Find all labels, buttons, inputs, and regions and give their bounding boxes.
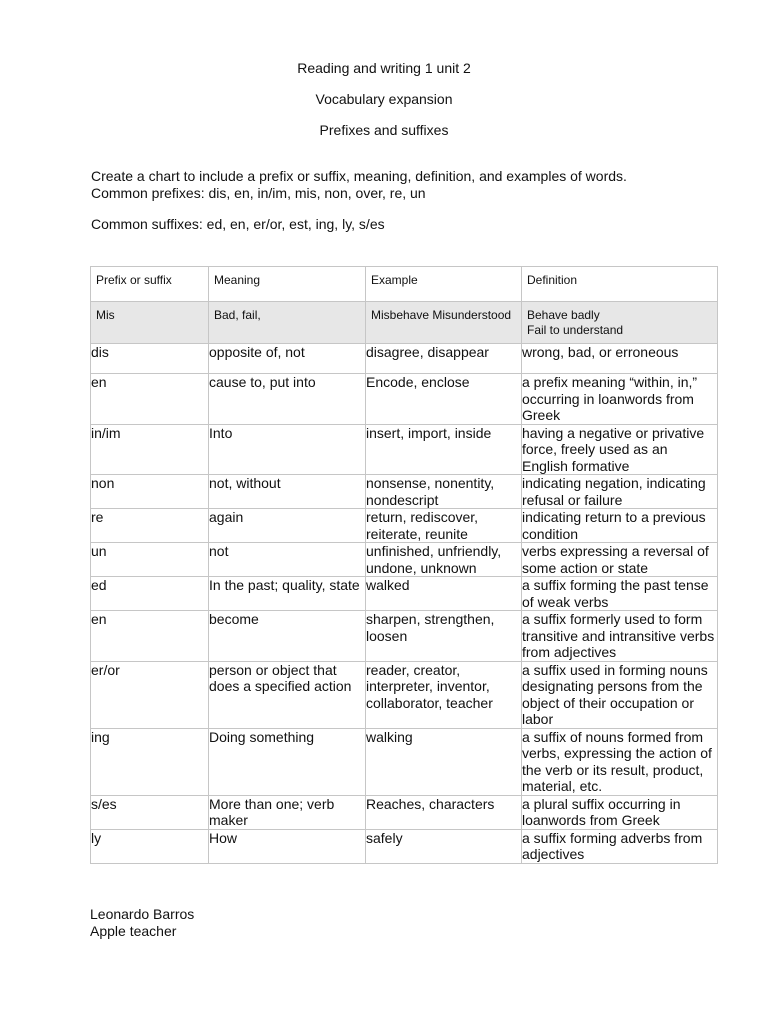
- cell-meaning: In the past; quality, state: [209, 577, 366, 611]
- author-role: Apple teacher: [90, 922, 177, 939]
- cell-meaning: How: [209, 829, 366, 863]
- table-row: [91, 611, 718, 662]
- instruction-text: Create a chart to include a prefix or suffix, meaning, definition, and examples of words.: [91, 168, 627, 184]
- cell-example: nonsense, nonentity, nondescript: [366, 475, 522, 509]
- cell-meaning: Doing something: [209, 728, 366, 795]
- table-row: [91, 829, 718, 863]
- cell-definition: wrong, bad, or erroneous: [522, 344, 718, 374]
- cell-definition: verbs expressing a reversal of some action or state: [522, 543, 718, 577]
- table-row: [91, 344, 718, 374]
- cell-definition: a suffix forming the past tense of weak verbs: [522, 577, 718, 611]
- cell-definition: indicating negation, indicating refusal or failure: [522, 475, 718, 509]
- table-row: [91, 374, 718, 425]
- cell-meaning: not: [209, 543, 366, 577]
- cell-affix: ed: [91, 577, 209, 611]
- cell-definition: a suffix used in forming nouns designating persons from the object of their occupation or labor: [522, 661, 718, 728]
- document-subtitle: Vocabulary expansion: [315, 91, 453, 107]
- document-topic: Prefixes and suffixes: [319, 122, 449, 138]
- cell-example: safely: [366, 829, 522, 863]
- cell-definition: [522, 302, 718, 344]
- cell-meaning: again: [209, 509, 366, 543]
- cell-meaning: opposite of, not: [209, 344, 366, 374]
- cell-affix: Mis: [91, 302, 209, 344]
- cell-example: disagree, disappear: [366, 344, 522, 374]
- affix-chart-table: [90, 266, 718, 864]
- cell-example: Encode, enclose: [366, 374, 522, 425]
- cell-definition: a suffix of nouns formed from verbs, expressing the action of the verb or its result, product, material, etc.: [522, 728, 718, 795]
- cell-example: Misbehave Misunderstood: [366, 302, 522, 344]
- table-row-mis: [91, 302, 718, 344]
- cell-affix: en: [91, 374, 209, 425]
- table-row: [91, 577, 718, 611]
- cell-example: walking: [366, 728, 522, 795]
- cell-example: Reaches, characters: [366, 795, 522, 829]
- header-meaning: Meaning: [209, 267, 366, 302]
- common-prefixes-text: Common prefixes: dis, en, in/im, mis, non, over, re, un: [91, 185, 426, 201]
- cell-example: reader, creator, interpreter, inventor, collaborator, teacher: [366, 661, 522, 728]
- cell-meaning: become: [209, 611, 366, 662]
- table-header-row: [91, 267, 718, 302]
- document-title: Reading and writing 1 unit 2: [297, 60, 471, 76]
- cell-meaning: Into: [209, 424, 366, 475]
- header-prefix-or-suffix: Prefix or suffix: [91, 267, 209, 302]
- table-row: [91, 661, 718, 728]
- header-definition: Definition: [522, 267, 718, 302]
- definition-line: Behave badly: [527, 308, 600, 322]
- cell-affix: ing: [91, 728, 209, 795]
- cell-affix: re: [91, 509, 209, 543]
- table-row: [91, 475, 718, 509]
- table-row: [91, 509, 718, 543]
- cell-definition: a plural suffix occurring in loanwords from Greek: [522, 795, 718, 829]
- cell-example: sharpen, strengthen, loosen: [366, 611, 522, 662]
- cell-definition: indicating return to a previous condition: [522, 509, 718, 543]
- table-row: [91, 424, 718, 475]
- cell-affix: en: [91, 611, 209, 662]
- author-name: Leonardo Barros: [90, 906, 195, 922]
- table-row: [91, 795, 718, 829]
- cell-definition: a prefix meaning “within, in,” occurring in loanwords from Greek: [522, 374, 718, 425]
- header-example: Example: [366, 267, 522, 302]
- cell-affix: dis: [91, 344, 209, 374]
- cell-meaning: Bad, fail,: [209, 302, 366, 344]
- cell-affix: un: [91, 543, 209, 577]
- cell-example: insert, import, inside: [366, 424, 522, 475]
- cell-affix: in/im: [91, 424, 209, 475]
- cell-affix: s/es: [91, 795, 209, 829]
- signature-block: [90, 906, 194, 939]
- cell-meaning: cause to, put into: [209, 374, 366, 425]
- cell-meaning: person or object that does a specified action: [209, 661, 366, 728]
- cell-example: return, rediscover, reiterate, reunite: [366, 509, 522, 543]
- cell-affix: er/or: [91, 661, 209, 728]
- cell-definition: a suffix forming adverbs from adjectives: [522, 829, 718, 863]
- cell-example: unfinished, unfriendly, undone, unknown: [366, 543, 522, 577]
- common-suffixes-text: Common suffixes: ed, en, er/or, est, ing, ly, s/es: [91, 216, 385, 232]
- intro-block: [91, 168, 627, 202]
- table-row: [91, 728, 718, 795]
- cell-affix: ly: [91, 829, 209, 863]
- cell-definition: a suffix formerly used to form transitive and intransitive verbs from adjectives: [522, 611, 718, 662]
- cell-definition: having a negative or privative force, freely used as an English formative: [522, 424, 718, 475]
- cell-meaning: not, without: [209, 475, 366, 509]
- cell-example: walked: [366, 577, 522, 611]
- definition-line: Fail to understand: [527, 323, 624, 337]
- table-row: [91, 543, 718, 577]
- cell-affix: non: [91, 475, 209, 509]
- cell-meaning: More than one; verb maker: [209, 795, 366, 829]
